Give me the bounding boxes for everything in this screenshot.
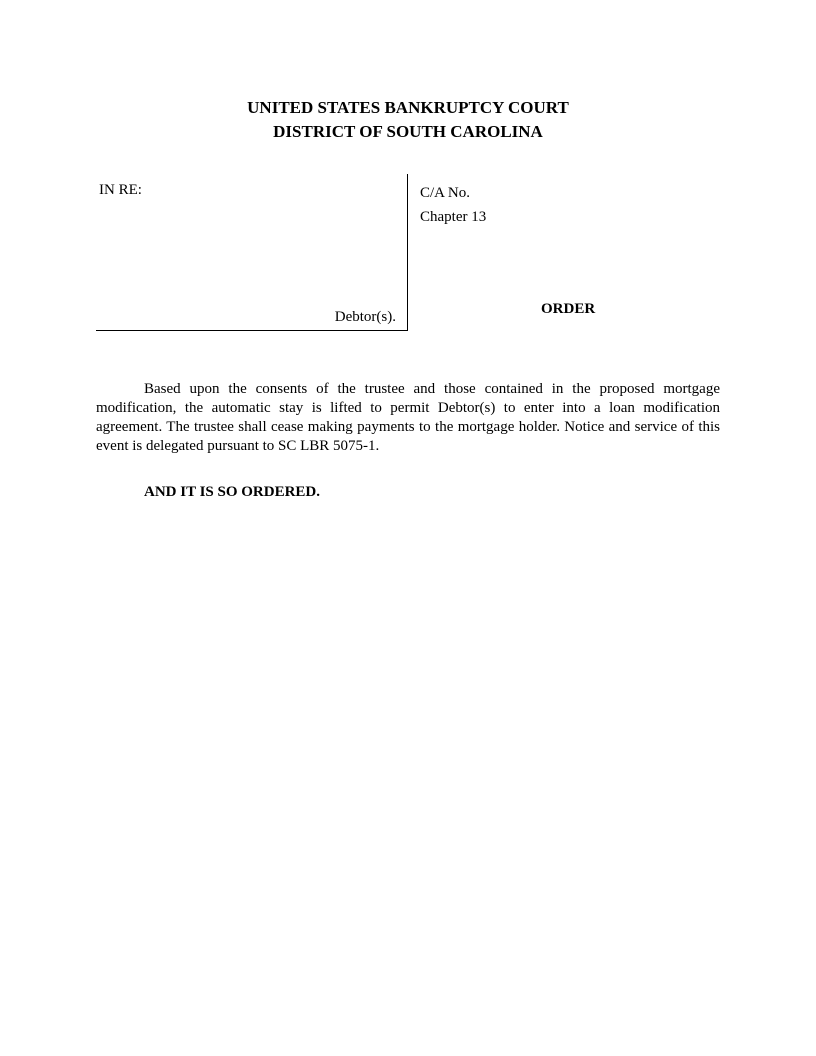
case-number-label: C/A No. <box>420 185 471 201</box>
caption-box <box>96 174 408 331</box>
order-heading: ORDER <box>541 301 596 317</box>
in-re-label: IN RE: <box>99 182 142 198</box>
order-body-paragraph: Based upon the consents of the trustee and those contained in the proposed mortgage modification, the automatic stay is lifted to permit Debtor(s) to enter into a loan modification agreement. The trustee shall cease making payments to the mortgage holder. Notice and service of this event is delegated pursuant to SC LBR 5075-1. <box>96 381 720 454</box>
so-ordered-line: AND IT IS SO ORDERED. <box>144 484 321 500</box>
case-info <box>420 181 486 229</box>
court-district: DISTRICT OF SOUTH CAROLINA <box>273 122 543 141</box>
debtors-label: Debtor(s). <box>334 309 396 325</box>
court-name: UNITED STATES BANKRUPTCY COURT <box>247 98 569 117</box>
chapter-label: Chapter 13 <box>420 209 487 225</box>
court-header <box>0 96 816 144</box>
